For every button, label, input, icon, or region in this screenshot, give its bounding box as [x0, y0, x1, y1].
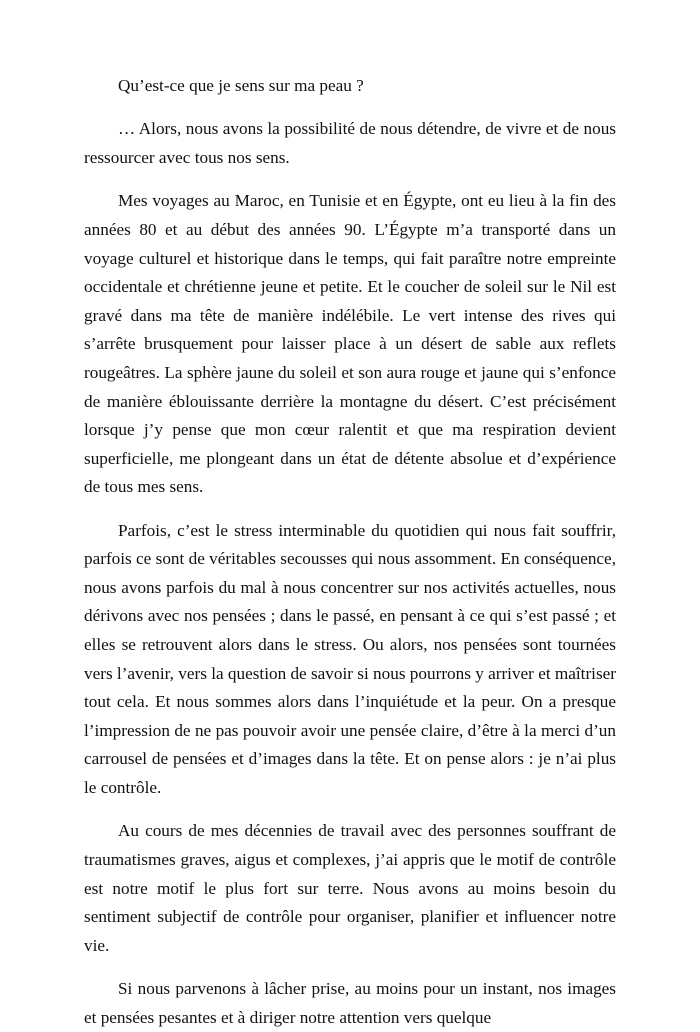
paragraph-stress: Parfois, c’est le stress interminable du quotidien qui nous fait souffrir, parfois ce sont de véritables secousses qui nous assomment. En conséquence, nous avons parfois du mal à nous concentrer sur nos activités actuelles, nous dérivons avec nos pensées ; dans le passé, en pensant à ce qui s’est passé ; et elles se retrouvent alors dans le stress. Ou alors, nos pensées sont tournées vers l’avenir, vers la question de savoir si nous pourrons y arriver et maîtriser tout cela. Et nous sommes alors dans l’inquiétude et la peur. On a presque l’impression de ne pas pouvoir avoir une pensée claire, d’être à la merci d’un carrousel de pensées et d’images dans la tête. Et on pense alors : je n’ai plus le contrôle.: [84, 520, 616, 798]
paragraph-relaxation: … Alors, nous avons la possibilité de nous détendre, de vivre et de nous ressourcer avec tous nos sens.: [84, 119, 616, 167]
paragraph-travels: Mes voyages au Maroc, en Tunisie et en Égypte, ont eu lieu à la fin des années 80 et au début des années 90. L’Égypte m’a transporté dans un voyage culturel et historique dans le temps, qui fait paraître notre empreinte occidentale et chrétienne jeune et petite. Et le coucher de soleil sur le Nil est gravé dans ma tête de manière indélébile. Le vert intense des rives qui s’arrête brusquement pour laisser place à un désert de sable aux reflets rougeâtres. La sphère jaune du soleil et son aura rouge et jaune qui s’enfonce de manière éblouissante derrière la montagne du désert. C’est précisément lorsque j’y pense que mon cœur ralentit et que ma respiration devient superficielle, me plongeant dans un état de détente absolue et d’expérience de tous mes sens.: [84, 191, 616, 497]
paragraph-question: Qu’est-ce que je sens sur ma peau ?: [118, 76, 364, 95]
document-page: [84, 72, 616, 1032]
paragraph-control: Au cours de mes décennies de travail avec des personnes souffrant de traumatismes graves, aigus et complexes, j’ai appris que le motif de contrôle est notre motif le plus fort sur terre. Nous avons au moins besoin du sentiment subjectif de contrôle pour organiser, planifier et influencer notre vie.: [84, 821, 616, 955]
paragraph-letting-go: Si nous parvenons à lâcher prise, au moins pour un instant, nos images et pensées pesantes et à diriger notre attention vers quelque: [84, 979, 616, 1027]
